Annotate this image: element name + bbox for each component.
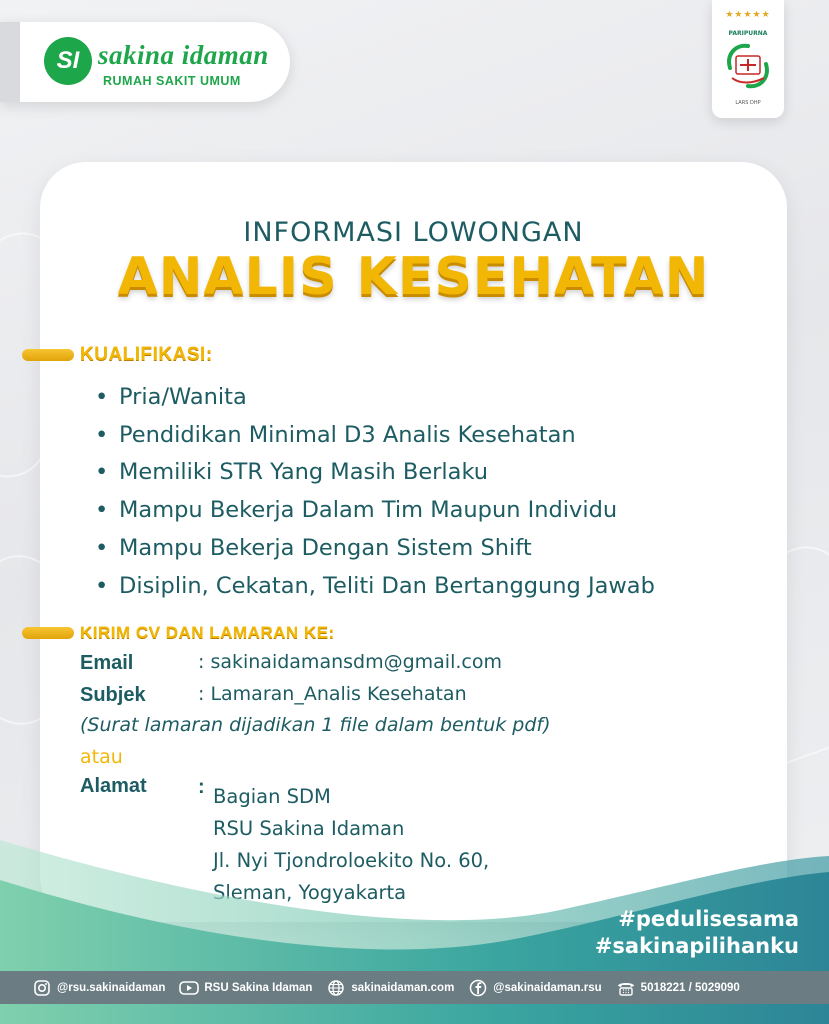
qualifications-heading bbox=[22, 341, 213, 369]
logo-mark-icon: SI bbox=[44, 37, 92, 85]
file-format-note: (Surat lamaran dijadikan 1 file dalam bentuk pdf) bbox=[80, 714, 551, 736]
accreditation-label: PARIPURNA bbox=[728, 30, 768, 37]
address-label: Alamat bbox=[80, 775, 147, 797]
list-item: • Memiliki STR Yang Masih Berlaku bbox=[95, 459, 489, 486]
accreditation-badge bbox=[712, 0, 784, 118]
footer-bar bbox=[0, 971, 829, 1004]
address-line: Jl. Nyi Tjondroloekito No. 60, bbox=[213, 849, 490, 872]
footer-instagram[interactable] bbox=[32, 978, 165, 998]
brand-name: sakina idaman bbox=[98, 40, 269, 70]
footer-phone[interactable] bbox=[616, 978, 740, 998]
qualifications-heading-label: KUALIFIKASI: bbox=[80, 344, 213, 365]
address-line: Sleman, Yogyakarta bbox=[213, 881, 407, 904]
logo-accent-bar bbox=[0, 22, 20, 102]
list-item: • Disiplin, Cekatan, Teliti Dan Bertanggung Jawab bbox=[95, 572, 655, 599]
footer-website[interactable] bbox=[326, 978, 454, 998]
address-colon: : bbox=[198, 776, 205, 798]
application-heading bbox=[22, 619, 335, 647]
accreditation-issuer: LARS DHP bbox=[735, 100, 761, 106]
or-text: atau bbox=[80, 746, 123, 768]
hospital-logo bbox=[0, 22, 290, 102]
footer-facebook[interactable] bbox=[468, 978, 601, 998]
hashtag: #pedulisesama bbox=[618, 907, 799, 931]
brand-subtitle: RUMAH SAKIT UMUM bbox=[103, 74, 241, 88]
subject-label: Subjek bbox=[80, 684, 146, 706]
phone-numbers: 5018221 / 5029090 bbox=[640, 981, 740, 994]
headline-subtitle: INFORMASI LOWONGAN bbox=[243, 217, 584, 248]
youtube-channel: RSU Sakina Idaman bbox=[204, 981, 313, 994]
list-item: • Pria/Wanita bbox=[95, 384, 247, 410]
address-line: Bagian SDM bbox=[213, 785, 331, 808]
phone-icon bbox=[616, 978, 636, 998]
hashtags bbox=[595, 906, 799, 960]
globe-icon bbox=[326, 978, 346, 998]
footer-youtube[interactable] bbox=[179, 978, 312, 998]
section-pill-icon bbox=[22, 349, 74, 361]
application-heading-label: KIRIM CV DAN LAMARAN KE: bbox=[80, 623, 335, 642]
hashtag: #sakinapilihanku bbox=[594, 934, 799, 958]
list-item: • Pendidikan Minimal D3 Analis Kesehatan bbox=[95, 421, 576, 448]
accreditation-emblem-icon bbox=[722, 38, 774, 96]
list-item: • Mampu Bekerja Dengan Sistem Shift bbox=[95, 534, 532, 561]
headline-title: ANALIS KESEHATAN bbox=[117, 247, 710, 307]
qualifications-list bbox=[95, 379, 655, 605]
list-item: • Mampu Bekerja Dalam Tim Maupun Individu bbox=[95, 497, 618, 524]
subject-value: : Lamaran_Analis Kesehatan bbox=[198, 683, 467, 705]
section-pill-icon bbox=[22, 627, 74, 639]
youtube-icon bbox=[179, 978, 199, 998]
address-line: RSU Sakina Idaman bbox=[213, 817, 405, 840]
facebook-icon bbox=[468, 978, 488, 998]
instagram-handle: @rsu.sakinaidaman bbox=[57, 981, 166, 994]
website-url: sakinaidaman.com bbox=[351, 981, 455, 994]
email-value[interactable]: : sakinaidamansdm@gmail.com bbox=[198, 651, 502, 673]
stars-icon: ★★★★★ bbox=[725, 10, 771, 20]
email-label: Email bbox=[80, 652, 134, 674]
facebook-handle: @sakinaidaman.rsu bbox=[493, 981, 602, 994]
instagram-icon bbox=[32, 978, 52, 998]
